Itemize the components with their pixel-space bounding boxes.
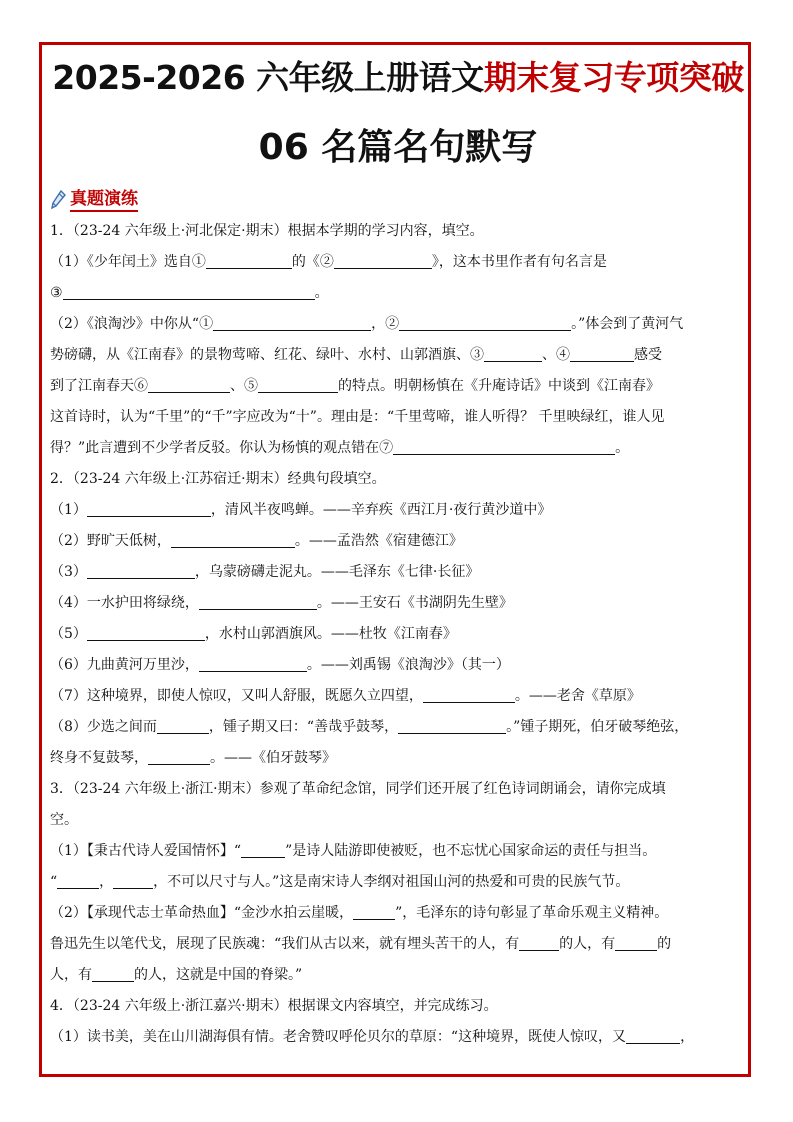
fill-in-blank[interactable] [398, 717, 506, 734]
line-text: 1．（23-24 六年级上·河北保定·期末）根据本学期的学习内容，填空。 [50, 223, 484, 239]
line-text: 鲁迅先生以笔代戈，展现了民族魂：“我们从古以来，就有埋头苦干的人，有 [50, 936, 520, 952]
line-text: （2）野旷天低树， [50, 533, 171, 549]
line-text: （3） [50, 564, 87, 580]
line-text: （1）读书美，美在山川湖海俱有情。老舍赞叹呼伦贝尔的草原：“这种境界，既使人惊叹，又 [50, 1029, 627, 1045]
line-text: 的人，这就是中国的脊梁。” [134, 967, 303, 983]
text-line [50, 309, 746, 340]
line-text: 、④ [542, 347, 570, 363]
line-text: 。——老舍《草原》 [514, 688, 641, 704]
text-line [50, 712, 746, 743]
text-line [50, 495, 746, 526]
line-text: ， [99, 874, 114, 890]
text-line [50, 867, 746, 898]
line-text: 势磅礴，从《江南春》的景物莺啼、红花、绿叶、水村、山郭酒旗、③ [50, 347, 484, 363]
line-text: ”，毛泽东的诗句彰显了革命乐观主义精神。 [395, 905, 669, 921]
line-text: 的特点。明朝杨慎在《升庵诗话》中谈到《江南春》 [338, 378, 660, 394]
line-text: 》，这本书里作者有句名言是 [431, 254, 607, 270]
fill-in-blank[interactable] [206, 252, 292, 269]
line-text: ，不可以尺寸与人。”这是南宋诗人李纲对祖国山河的热爱和可贵的民族气节。 [153, 874, 630, 890]
line-text: 终身不复鼓琴， [50, 750, 148, 766]
section-heading [50, 186, 746, 214]
line-text: 。”锺子期死，伯牙破琴绝弦， [506, 719, 689, 735]
line-text: 4．（23-24 六年级上·浙江嘉兴·期末）根据课文内容填空，并完成练习。 [50, 998, 498, 1014]
line-text: 人，有 [50, 967, 92, 983]
fill-in-blank[interactable] [484, 345, 542, 362]
text-line [50, 805, 746, 836]
fill-in-blank[interactable] [570, 345, 634, 362]
text-line [50, 774, 746, 805]
text-line [50, 371, 746, 402]
fill-in-blank[interactable] [148, 376, 230, 393]
fill-in-blank[interactable] [399, 314, 571, 331]
text-line [50, 433, 746, 464]
line-text: 空。 [50, 812, 78, 828]
section-label: 真题演练 [70, 188, 138, 212]
line-text: 。——孟浩然《宿建德江》 [294, 533, 463, 549]
title-highlight: 期末复习专项突破 [483, 58, 744, 97]
line-text: 、⑤ [230, 378, 258, 394]
line-text: （5） [50, 626, 87, 642]
fill-in-blank[interactable] [241, 841, 285, 858]
text-line [50, 836, 746, 867]
text-line [50, 588, 746, 619]
text-line [50, 898, 746, 929]
text-line [50, 1022, 746, 1053]
text-line [50, 216, 746, 247]
fill-in-blank[interactable] [171, 531, 295, 548]
text-line [50, 340, 746, 371]
line-text: 。 [615, 440, 630, 456]
line-text: 的《② [291, 254, 334, 270]
text-line [50, 650, 746, 681]
fill-in-blank[interactable] [63, 283, 315, 300]
line-text: （8）少选之间而 [50, 719, 157, 735]
fill-in-blank[interactable] [423, 686, 515, 703]
fill-in-blank[interactable] [148, 748, 210, 765]
fill-in-blank[interactable] [213, 314, 371, 331]
line-text: 这首诗时，认为“千里”的“千”字应改为“十”。理由是：“千里莺啼，谁人听得？ 千里映绿红，谁人见 [50, 409, 665, 425]
line-text: ，② [371, 316, 400, 332]
text-line [50, 960, 746, 991]
text-line [50, 402, 746, 433]
line-text: “ [50, 874, 58, 890]
fill-in-blank[interactable] [87, 562, 195, 579]
line-text: （4）一水护田将绿绕， [50, 595, 199, 611]
line-text: 得？”此言遭到不少学者反驳。你认为杨慎的观点错在⑦ [50, 440, 394, 456]
line-text: 。——刘禹锡《浪淘沙》（其一） [306, 657, 510, 673]
line-text: 感受 [634, 347, 662, 363]
fill-in-blank[interactable] [157, 717, 209, 734]
pencil-icon [50, 190, 66, 210]
text-line [50, 557, 746, 588]
text-line [50, 464, 746, 495]
line-text: 。 [314, 285, 329, 301]
title-main: 2025-2026 六年级上册语文 [52, 58, 484, 97]
fill-in-blank[interactable] [113, 872, 153, 889]
fill-in-blank[interactable] [393, 438, 615, 455]
text-line [50, 278, 746, 309]
text-line [50, 619, 746, 650]
line-text: 到了江南春天⑥ [50, 378, 148, 394]
fill-in-blank[interactable] [258, 376, 338, 393]
line-text: （2）《浪淘沙》中你从“① [50, 316, 214, 332]
line-text: 。——《伯牙鼓琴》 [210, 750, 336, 766]
fill-in-blank[interactable] [92, 965, 134, 982]
text-line [50, 991, 746, 1022]
fill-in-blank[interactable] [519, 934, 559, 951]
line-text: ，乌蒙磅礴走泥丸。——毛泽东《七律·长征》 [194, 564, 480, 580]
fill-in-blank[interactable] [615, 934, 657, 951]
line-text: 的人，有 [559, 936, 616, 952]
fill-in-blank[interactable] [57, 872, 99, 889]
text-line [50, 247, 746, 278]
question-list [50, 216, 746, 1053]
fill-in-blank[interactable] [87, 500, 211, 517]
worksheet [50, 48, 746, 1053]
line-text: （2）【承现代志士革命热血】“金沙水拍云崖暖， [50, 905, 354, 921]
line-text: ，锺子期又曰：“善哉乎鼓琴， [208, 719, 399, 735]
fill-in-blank[interactable] [199, 655, 307, 672]
line-text: （1）《少年闰土》选自① [50, 254, 206, 270]
page-title [50, 48, 746, 108]
line-text: 。”体会到了黄河气 [571, 316, 684, 332]
text-line [50, 681, 746, 712]
fill-in-blank[interactable] [199, 593, 317, 610]
text-line [50, 526, 746, 557]
line-text: 2．（23-24 六年级上·江苏宿迁·期末）经典句段填空。 [50, 471, 386, 487]
line-text: ”是诗人陆游即使被贬，也不忘忧心国家命运的责任与担当。 [285, 843, 657, 859]
line-text: ，水村山郭酒旗风。——杜牧《江南春》 [204, 626, 457, 642]
line-text: ，清风半夜鸣蝉。——辛弃疾《西江月·夜行黄沙道中》 [210, 502, 552, 518]
line-text: 的 [657, 936, 672, 952]
line-text: 3．（23-24 六年级上·浙江·期末）参观了革命纪念馆，同学们还开展了红色诗词朗诵会，请你完成填 [50, 781, 666, 797]
line-text: ③ [50, 285, 63, 301]
fill-in-blank[interactable] [334, 252, 432, 269]
line-text: （7）这种境界，即使人惊叹，又叫人舒服，既愿久立四望， [50, 688, 423, 704]
fill-in-blank[interactable] [87, 624, 205, 641]
line-text: （1） [50, 502, 87, 518]
fill-in-blank[interactable] [353, 903, 395, 920]
text-line [50, 929, 746, 960]
line-text: ， [680, 1029, 695, 1045]
line-text: （6）九曲黄河万里沙， [50, 657, 199, 673]
text-line [50, 743, 746, 774]
line-text: （1）【秉古代诗人爱国情怀】“ [50, 843, 242, 859]
fill-in-blank[interactable] [626, 1027, 680, 1044]
line-text: 。——王安石《书湖阴先生壁》 [316, 595, 513, 611]
page-subtitle: 06 名篇名句默写 [258, 127, 538, 168]
